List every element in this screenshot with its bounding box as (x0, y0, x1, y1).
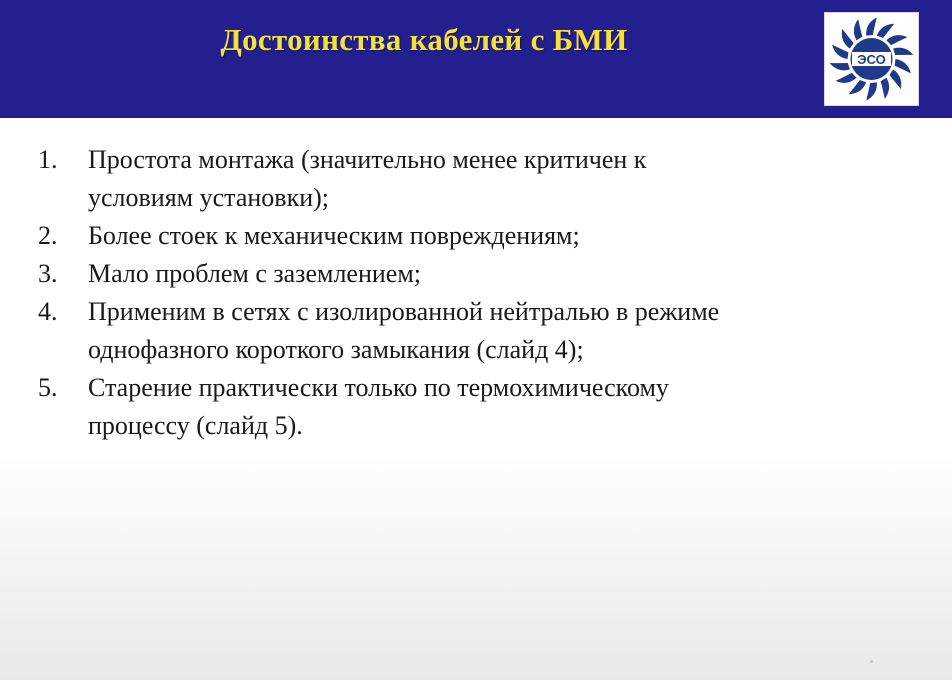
list-item (38, 293, 918, 369)
logo-ray (886, 35, 907, 45)
item-text-line: Мало проблем с заземлением; (88, 259, 421, 288)
logo-ray (849, 80, 866, 94)
item-text-line: процессу (слайд 5). (88, 411, 303, 440)
item-number: 3. (38, 259, 58, 288)
logo-ray (830, 63, 850, 70)
item-text (88, 141, 918, 217)
decorative-dot (870, 660, 873, 663)
item-text-line: Более стоек к механическим повреждениям; (88, 221, 580, 250)
item-text (88, 369, 918, 445)
logo-ray (877, 24, 894, 38)
list-item (38, 217, 918, 255)
list-item (38, 141, 918, 217)
advantages-list (38, 141, 918, 445)
logo-ray (889, 69, 901, 89)
logo-ray (893, 48, 913, 55)
slide-header (0, 0, 952, 118)
item-text (88, 217, 918, 255)
item-text-line: Применим в сетях с изолированной нейтралью в режиме (88, 297, 720, 326)
company-logo (824, 12, 919, 106)
logo-ray (881, 78, 889, 99)
item-text-line: однофазного короткого замыкания (слайд 4); (88, 335, 584, 364)
company-logo-icon (825, 13, 918, 105)
item-text (88, 293, 918, 369)
slide-title: Достоинства кабелей с БМИ (220, 22, 628, 57)
item-number: 2. (38, 221, 58, 250)
item-number: 1. (38, 145, 58, 174)
list-item (38, 369, 918, 445)
item-number: 4. (38, 297, 58, 326)
list-item (38, 255, 918, 293)
item-number: 5. (38, 373, 58, 402)
item-text (88, 255, 918, 293)
logo-ray (895, 59, 911, 73)
logo-ray (854, 19, 862, 40)
item-text-line: условиям установки); (88, 183, 329, 212)
logo-text: ЭСО (857, 52, 886, 67)
logo-ray (866, 82, 877, 100)
logo-ray (866, 17, 877, 35)
item-text-line: Старение практически только по термохимическому (88, 373, 669, 402)
logo-ray (836, 73, 857, 83)
logo-ray (832, 45, 848, 59)
item-text-line: Простота монтажа (значительно менее критичен к (88, 145, 647, 174)
logo-ray (842, 29, 854, 49)
